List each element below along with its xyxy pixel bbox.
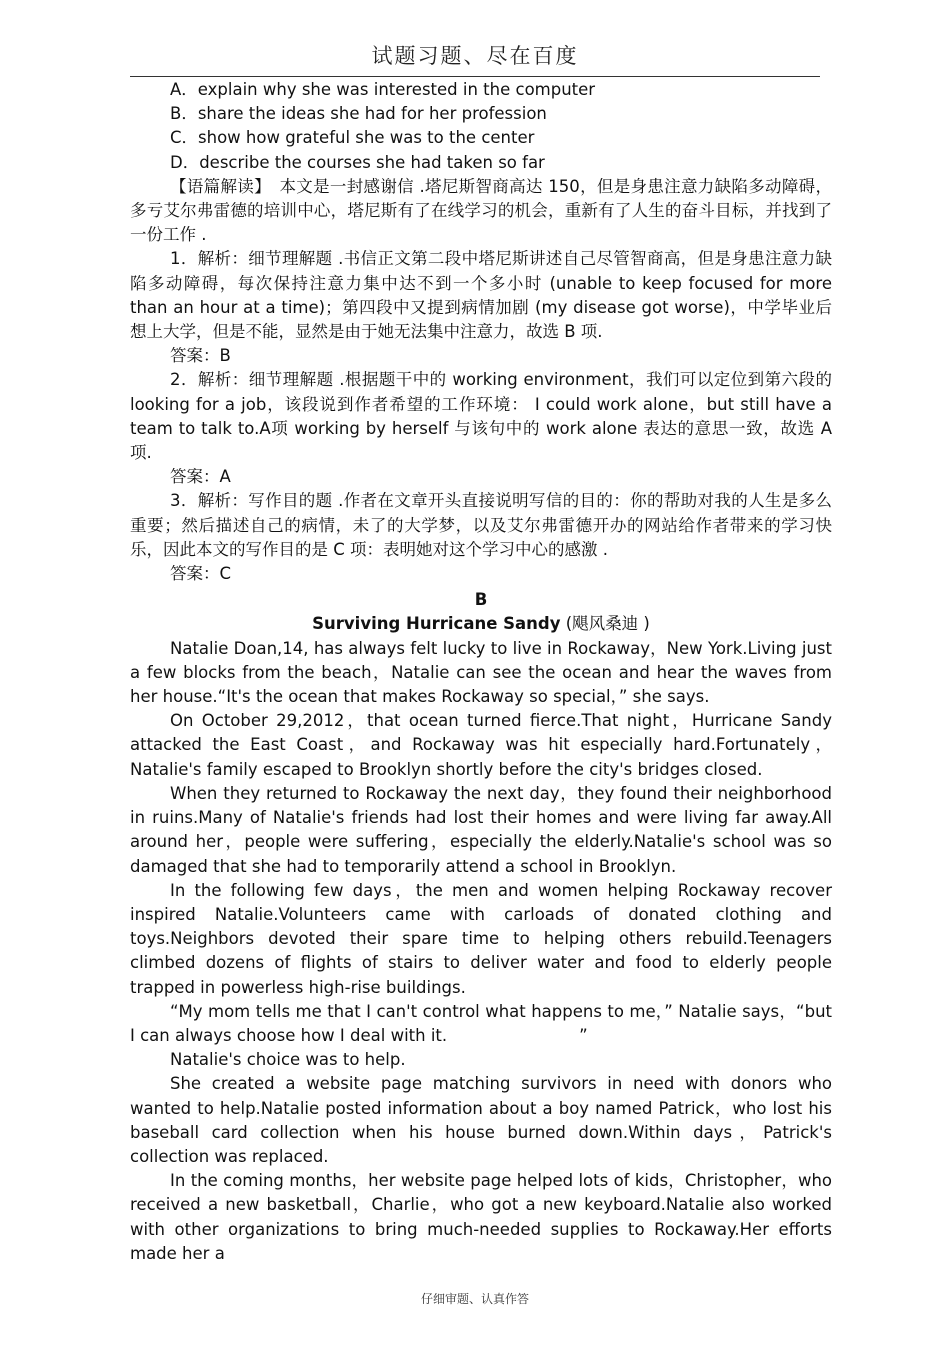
article-paragraph: “My mom tells me that I can't control what happens to me，” Natalie says，“but I can always choose how I deal with it. ” bbox=[130, 1001, 832, 1045]
question-3-answer: 答案：C bbox=[170, 564, 232, 584]
article-paragraph: Natalie's choice was to help. bbox=[170, 1050, 406, 1070]
option-d: D．describe the courses she had taken so far bbox=[170, 152, 545, 172]
page-header: 试题习题、尽在百度 bbox=[371, 44, 579, 68]
question-1-explanation: 1．解析：细节理解题 .书信正文第二段中塔尼斯讲述自己尽管智商高，但是身患注意力缺陷多动障碍，每次保持注意力集中达不到一个多小时 (unable to keep focused for more than an hour at a time)；第四段中又提到病情加剧 (my disease got worse)，中学毕业后想上大学，但是不能，显然是由于她无法集中注意力，故选 B 项. bbox=[130, 249, 832, 342]
option-a: A．explain why she was interested in the computer bbox=[170, 80, 596, 99]
article-paragraph: When they returned to Rockaway the next day，they found their neighborhood in ruins.Many of Natalie's friends had lost their homes and were living far away.All around her，people were suffering，especially the elderly.Natalie's school was so damaged that she had to temporarily attend a school in Brooklyn. bbox=[130, 783, 832, 876]
article-title-en: Surviving Hurricane Sandy bbox=[312, 614, 561, 634]
document-body bbox=[130, 78, 832, 1266]
header-divider bbox=[130, 76, 820, 77]
section-letter: B bbox=[474, 590, 488, 610]
page-footer: 仔细审题、认真作答 bbox=[420, 1292, 529, 1306]
question-2-answer: 答案：A bbox=[170, 467, 231, 487]
article-title bbox=[130, 612, 832, 636]
question-1-answer: 答案：B bbox=[170, 346, 231, 366]
article-title-cn: (飓风桑迪 ) bbox=[565, 614, 650, 634]
article-paragraph: In the coming months，her website page helped lots of kids，Christopher，who received a new basketball，Charlie，who got a new keyboard.Natalie also worked with other organizations to bring much-needed supplies to Rockaway.Her efforts made her a bbox=[130, 1171, 832, 1263]
article-paragraph: She created a website page matching survivors in need with donors who wanted to help.Natalie posted information about a boy named Patrick，who lost his baseball card collection when his house burned down.Within days，Patrick's collection was replaced. bbox=[130, 1074, 832, 1166]
passage-analysis: 【语篇解读】 本文是一封感谢信 .塔尼斯智商高达 150，但是身患注意力缺陷多动障碍，多亏艾尔弗雷德的培训中心，塔尼斯有了在线学习的机会，重新有了人生的奋斗目标，并找到了一份工作 . bbox=[130, 176, 832, 245]
option-c: C．show how grateful she was to the center bbox=[170, 128, 535, 148]
question-2-explanation: 2．解析：细节理解题 .根据题干中的 working environment，我们可以定位到第六段的 looking for a job，该段说到作者希望的工作环境： I could work alone，but still have a team to talk to.A项 working by herself 与该句中的 work alone 表达的意思一致，故选 A 项. bbox=[130, 370, 832, 463]
option-b: B．share the ideas she had for her profession bbox=[170, 104, 547, 124]
article-paragraph: Natalie Doan,14, has always felt lucky to live in Rockaway，New York.Living just a few blocks from the beach，Natalie can see the ocean and hear the waves from her house.“It's the ocean that makes Rockaway so special，” she says. bbox=[130, 638, 832, 707]
article-paragraph: On October 29,2012，that ocean turned fierce.That night，Hurricane Sandy attacked the East Coast，and Rockaway was hit especially hard.Fortunately，Natalie's family escaped to Brooklyn shortly before the city's bridges closed. bbox=[130, 711, 832, 779]
article-paragraph: In the following few days，the men and women helping Rockaway recover inspired Natalie.Volunteers came with carloads of donated clothing and toys.Neighbors devoted their spare time to helping others rebuild.Teenagers climbed dozens of flights of stairs to deliver water and food to elderly people trapped in powerless high-rise buildings. bbox=[130, 880, 832, 997]
question-3-explanation: 3．解析：写作目的题 .作者在文章开头直接说明写信的目的：你的帮助对我的人生是多么重要；然后描述自己的病情，未了的大学梦，以及艾尔弗雷德开办的网站给作者带来的学习快乐，因此本文的写作目的是 C 项：表明她对这个学习中心的感激 . bbox=[130, 491, 832, 559]
